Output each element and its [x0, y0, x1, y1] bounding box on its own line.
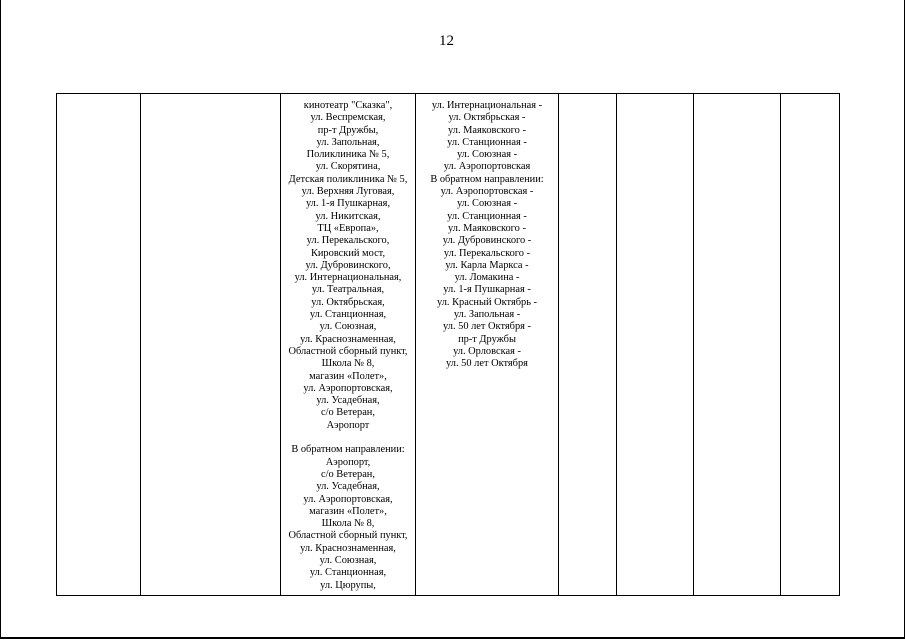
route-streets-list [416, 94, 558, 371]
list-item: ул. 50 лет Октября [446, 358, 528, 370]
list-item: Школа № 8, [321, 358, 375, 370]
list-item: Детская поликлиника № 5, [288, 173, 408, 185]
list-item: ул. Дубровинского - [442, 235, 532, 247]
list-item: пр-т Дружбы [458, 333, 516, 345]
list-item: ул. Красный Октябрь - [436, 296, 538, 308]
list-item: ул. Союзная - [456, 198, 518, 210]
list-item: ул. Перекальского - [443, 247, 531, 259]
list-item: ул. Усадебная, [316, 395, 380, 407]
empty-cell-6 [617, 94, 694, 596]
empty-cell-7 [694, 94, 781, 596]
list-item: кинотеатр "Сказка", [303, 100, 393, 111]
list-item: Аэропорт [326, 419, 370, 431]
list-item: с/о Ветеран, [321, 468, 375, 480]
list-item: ул. Аэропортовская, [303, 382, 393, 394]
list-item: ул. Аэропортовская - [440, 186, 534, 198]
list-item: Школа № 8, [321, 518, 375, 530]
list-item: ул. Запольная, [316, 136, 380, 148]
list-item: ул. Станционная, [309, 567, 387, 579]
list-item: В обратном направлении: [430, 173, 544, 185]
list-item [281, 432, 415, 444]
route-table [56, 93, 840, 596]
list-item: ул. Союзная - [456, 149, 518, 161]
list-item: ул. 1-я Пушкарная - [443, 284, 531, 296]
list-item: магазин «Полет», [309, 370, 387, 382]
list-item: ул. Станционная - [447, 210, 527, 222]
empty-cell-route-name [141, 94, 281, 596]
list-item: Областной сборный пункт, [288, 530, 408, 542]
list-item: ул. Союзная, [319, 321, 377, 333]
list-item: ул. Краснознаменная, [300, 542, 396, 554]
list-item: В обратном направлении: [291, 444, 405, 456]
list-item: ул. 50 лет Октября - [443, 321, 531, 333]
list-item: с/о Ветеран, [321, 407, 375, 419]
list-item: Поликлиника № 5, [306, 149, 390, 161]
list-item: ул. Ломакина - [454, 272, 520, 284]
list-item: ул. Запольная - [453, 309, 521, 321]
list-item: Аэропорт, [325, 456, 371, 468]
list-item: ул. Аэропортовская, [303, 493, 393, 505]
empty-cell-5 [559, 94, 617, 596]
list-item: ул. Усадебная, [316, 481, 380, 493]
list-item: ул. Цюрупы, [320, 579, 376, 591]
list-item: ул. Интернациональная - [431, 100, 543, 111]
list-item: ул. Октябрьская, [311, 296, 385, 308]
list-item: ТЦ «Европа», [317, 222, 379, 234]
list-item: ул. Маяковского - [448, 222, 526, 234]
list-item: ул. Перекальского, [306, 235, 390, 247]
list-item: ул. Никитская, [315, 210, 381, 222]
list-item: ул. Интернациональная, [294, 272, 402, 284]
list-item: ул. Орловская - [453, 345, 521, 357]
list-item: ул. Союзная, [319, 554, 377, 566]
list-item: ул. Верхняя Луговая, [301, 186, 395, 198]
list-item: ул. Станционная - [447, 136, 527, 148]
list-item: ул. Скорятина, [315, 161, 381, 173]
list-item: Областной сборный пункт, [288, 345, 408, 357]
list-item: ул. Веспремская, [310, 112, 386, 124]
list-item: ул. Театральная, [311, 284, 385, 296]
list-item: пр-т Дружбы, [317, 124, 379, 136]
list-item: Кировский мост, [310, 247, 386, 259]
list-item: ул. Аэропортовская [443, 161, 531, 173]
route-stops-cell [281, 94, 416, 596]
list-item: ул. Маяковского - [448, 124, 526, 136]
list-item: ул. 1-я Пушкарная, [305, 198, 391, 210]
list-item: ул. Карла Маркса - [445, 259, 529, 271]
empty-cell-route-number [57, 94, 141, 596]
list-item: ул. Станционная, [309, 309, 387, 321]
list-item: ул. Краснознаменная, [300, 333, 396, 345]
route-streets-cell [416, 94, 559, 596]
route-stops-list [281, 94, 415, 592]
list-item: ул. Октябрьская - [448, 112, 526, 124]
list-item: магазин «Полет», [309, 505, 387, 517]
list-item: ул. Дубровинского, [305, 259, 391, 271]
empty-cell-8 [781, 94, 840, 596]
table-row [57, 94, 840, 596]
page-number: 12 [439, 33, 454, 49]
